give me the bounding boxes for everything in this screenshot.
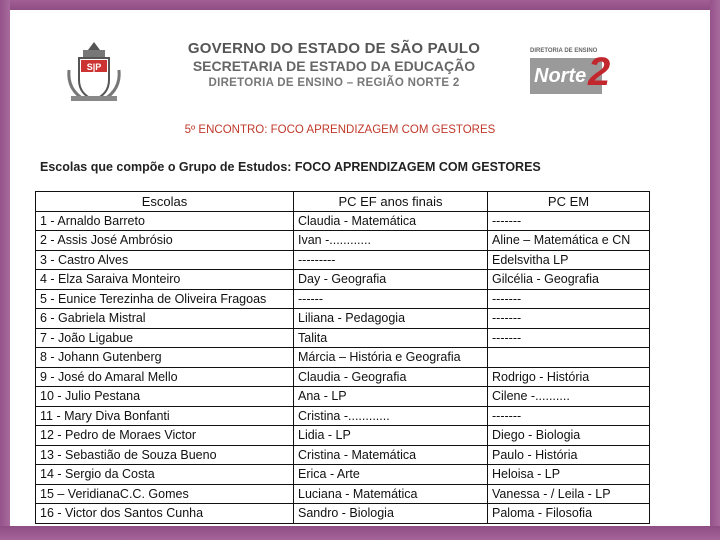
- government-header: [174, 40, 494, 91]
- pc-ef-cell: Ana - LP: [294, 387, 488, 407]
- pc-ef-cell: ------: [294, 289, 488, 309]
- table-row: [36, 270, 650, 290]
- school-cell: 1 - Arnaldo Barreto: [36, 211, 294, 231]
- table-row: [36, 211, 650, 231]
- table-row: [36, 328, 650, 348]
- pc-ef-cell: Ivan -............: [294, 231, 488, 251]
- pc-em-cell: [488, 348, 650, 368]
- logo-number: 2: [588, 50, 611, 94]
- event-title: 5º ENCONTRO: FOCO APRENDIZAGEM COM GESTORES: [184, 124, 496, 136]
- school-cell: 11 - Mary Diva Bonfanti: [36, 406, 294, 426]
- schools-table: [35, 191, 650, 524]
- frame-top-border: [0, 0, 720, 10]
- group-title: Escolas que compõe o Grupo de Estudos: FOCO APRENDIZAGEM COM GESTORES: [40, 160, 541, 174]
- school-cell: 4 - Elza Saraiva Monteiro: [36, 270, 294, 290]
- header-line-government: GOVERNO DO ESTADO DE SÃO PAULO: [187, 40, 481, 57]
- pc-em-cell: -------: [488, 309, 650, 329]
- pc-ef-cell: Erica - Arte: [294, 465, 488, 485]
- table-row: [36, 406, 650, 426]
- pc-ef-cell: Luciana - Matemática: [294, 484, 488, 504]
- pc-ef-cell: Sandro - Biologia: [294, 504, 488, 524]
- pc-em-cell: -------: [488, 406, 650, 426]
- logo-word: Norte: [530, 58, 602, 94]
- pc-ef-cell: ---------: [294, 250, 488, 270]
- pc-ef-cell: Márcia – História e Geografia: [294, 348, 488, 368]
- school-cell: 5 - Eunice Terezinha de Oliveira Fragoas: [36, 289, 294, 309]
- table-row: [36, 426, 650, 446]
- header-line-directorate: DIRETORIA DE ENSINO – REGIÃO NORTE 2: [208, 77, 460, 89]
- pc-em-cell: Edelsvitha LP: [488, 250, 650, 270]
- table-row: [36, 309, 650, 329]
- table-row: [36, 367, 650, 387]
- school-cell: 12 - Pedro de Moraes Victor: [36, 426, 294, 446]
- pc-em-cell: Paloma - Filosofia: [488, 504, 650, 524]
- table-header-row: [36, 192, 650, 212]
- pc-ef-cell: Day - Geografia: [294, 270, 488, 290]
- column-header-pc-em: PC EM: [488, 192, 650, 212]
- table-row: [36, 348, 650, 368]
- header-line-secretariat: SECRETARIA DE ESTADO DA EDUCAÇÃO: [192, 58, 476, 74]
- pc-em-cell: -------: [488, 328, 650, 348]
- school-cell: 13 - Sebastião de Souza Bueno: [36, 445, 294, 465]
- pc-em-cell: Heloisa - LP: [488, 465, 650, 485]
- pc-ef-cell: Claudia - Matemática: [294, 211, 488, 231]
- school-cell: 10 - Julio Pestana: [36, 387, 294, 407]
- pc-em-cell: Cilene -..........: [488, 387, 650, 407]
- pc-em-cell: Vanessa - / Leila - LP: [488, 484, 650, 504]
- pc-ef-cell: Talita: [294, 328, 488, 348]
- table-row: [36, 465, 650, 485]
- frame-bottom-border: [0, 526, 720, 540]
- school-cell: 3 - Castro Alves: [36, 250, 294, 270]
- pc-ef-cell: Claudia - Geografia: [294, 367, 488, 387]
- school-cell: 15 – VeridianaC.C. Gomes: [36, 484, 294, 504]
- school-cell: 2 - Assis José Ambrósio: [36, 231, 294, 251]
- frame-left-border: [0, 0, 10, 540]
- frame-right-border: [710, 0, 720, 540]
- school-cell: 6 - Gabriela Mistral: [36, 309, 294, 329]
- table-row: [36, 387, 650, 407]
- table-row: [36, 445, 650, 465]
- logo-caption: DIRETORIA DE ENSINO: [530, 48, 598, 54]
- table-row: [36, 231, 650, 251]
- pc-em-cell: Gilcélia - Geografia: [488, 270, 650, 290]
- document-page: [10, 10, 710, 526]
- pc-ef-cell: Cristina - Matemática: [294, 445, 488, 465]
- pc-em-cell: -------: [488, 211, 650, 231]
- seal-text: S|P: [86, 62, 102, 72]
- pc-ef-cell: Liliana - Pedagogia: [294, 309, 488, 329]
- table-row: [36, 250, 650, 270]
- school-cell: 7 - João Ligabue: [36, 328, 294, 348]
- pc-em-cell: Rodrigo - História: [488, 367, 650, 387]
- school-cell: 8 - Johann Gutenberg: [36, 348, 294, 368]
- pc-ef-cell: Lidia - LP: [294, 426, 488, 446]
- column-header-schools: Escolas: [36, 192, 294, 212]
- state-seal-logo: [65, 40, 123, 104]
- pc-em-cell: Aline – Matemática e CN: [488, 231, 650, 251]
- column-header-pc-ef: PC EF anos finais: [294, 192, 488, 212]
- pc-ef-cell: Cristina -............: [294, 406, 488, 426]
- norte-2-logo: [530, 48, 618, 98]
- school-cell: 14 - Sergio da Costa: [36, 465, 294, 485]
- school-cell: 9 - José do Amaral Mello: [36, 367, 294, 387]
- pc-em-cell: Paulo - História: [488, 445, 650, 465]
- pc-em-cell: -------: [488, 289, 650, 309]
- table-row: [36, 504, 650, 524]
- pc-em-cell: Diego - Biologia: [488, 426, 650, 446]
- school-cell: 16 - Victor dos Santos Cunha: [36, 504, 294, 524]
- table-row: [36, 484, 650, 504]
- table-row: [36, 289, 650, 309]
